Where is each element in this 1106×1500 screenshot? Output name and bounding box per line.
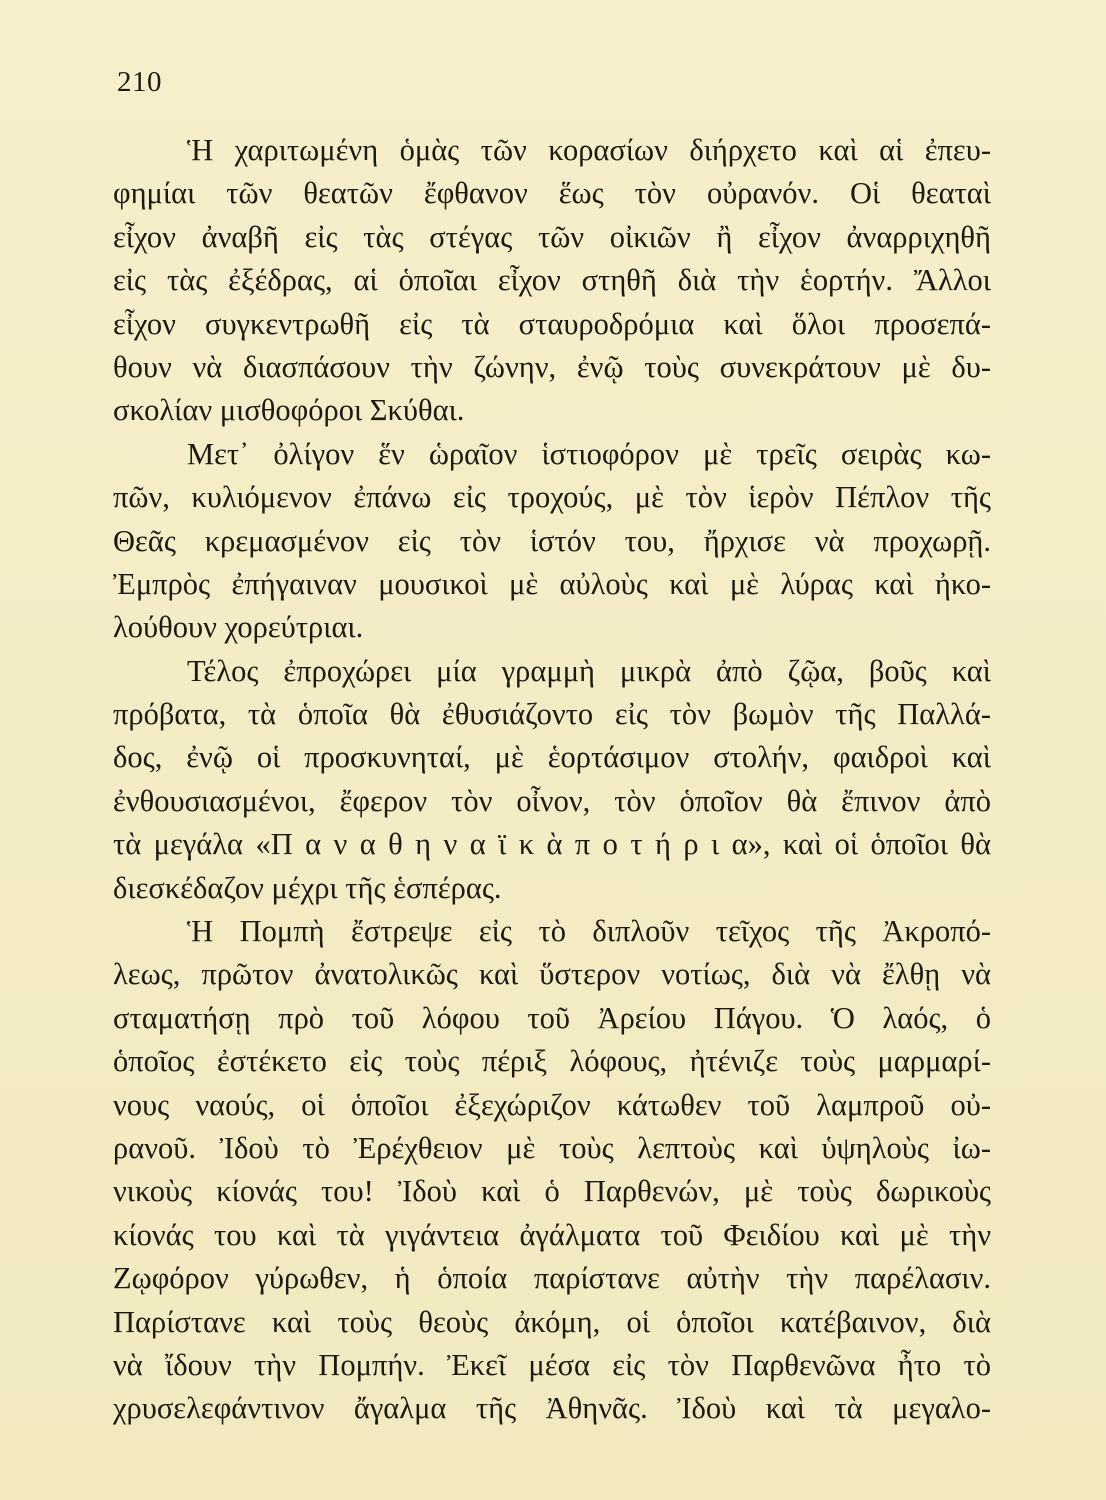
text-line: Ἐμπρὸς ἐπήγαιναν μουσικοὶ μὲ αὐλοὺς καὶ μὲ λύρας καὶ ἠκο- (113, 566, 991, 601)
text-line: Ἡ Πομπὴ ἔστρεψε εἰς τὸ διπλοῦν τεῖχος τῆς Ἀκροπό- (187, 914, 991, 949)
text-line: κίονάς του καὶ τὰ γιγάντεια ἀγάλματα τοῦ Φειδίου καὶ μὲ τὴν (113, 1217, 991, 1252)
text-line: δος, ἐνῷ οἱ προσκυνηταί, μὲ ἑορτάσιμον στολήν, φαιδροὶ καὶ (113, 740, 991, 775)
body-text (113, 129, 991, 1431)
text-line: εἶχον ἀναβῆ εἰς τὰς στέγας τῶν οἰκιῶν ἢ εἶχον ἀναρριχηθῆ (113, 219, 991, 254)
page-number: 210 (117, 66, 162, 98)
text-line: εἶχον συγκεντρωθῆ εἰς τὰ σταυροδρόμια καὶ ὅλοι προσεπά- (113, 306, 991, 341)
text-line: Μετ᾽ ὀλίγον ἕν ὡραῖον ἱστιοφόρον μὲ τρεῖς σειρὰς κω- (187, 436, 991, 471)
text-line: σκολίαν μισθοφόροι Σκύθαι. (113, 393, 465, 428)
text-line: Ἡ χαριτωμένη ὁμὰς τῶν κορασίων διήρχετο καὶ αἱ ἐπευ- (187, 133, 991, 167)
text-line: τὰ μεγάλα «Π α ν α θ η ν α ϊ κ ὰ π ο τ ή ρ ι α», καὶ οἱ ὁποῖοι θὰ (113, 827, 991, 862)
text-line: σταματήσῃ πρὸ τοῦ λόφου τοῦ Ἀρείου Πάγου. Ὁ λαός, ὁ (113, 1000, 991, 1035)
text-line: πῶν, κυλιόμενον ἐπάνω εἰς τροχούς, μὲ τὸν ἱερὸν Πέπλον τῆς (113, 480, 991, 515)
text-line: ὁποῖος ἐστέκετο εἰς τοὺς πέριξ λόφους, ἠτένιζε τοὺς μαρμαρί- (113, 1044, 991, 1079)
text-line: λεως, πρῶτον ἀνατολικῶς καὶ ὕστερον νοτίως, διὰ νὰ ἔλθῃ νὰ (113, 957, 991, 992)
text-line: νὰ ἴδουν τὴν Πομπήν. Ἐκεῖ μέσα εἰς τὸν Παρθενῶνα ἦτο τὸ (113, 1347, 991, 1382)
text-line: Παρίστανε καὶ τοὺς θεοὺς ἀκόμη, οἱ ὁποῖοι κατέβαινον, διὰ (113, 1304, 991, 1339)
text-line: Ζῳφόρον γύρωθεν, ἡ ὁποία παρίστανε αὐτὴν τὴν παρέλασιν. (113, 1261, 991, 1296)
text-line: νους ναούς, οἱ ὁποῖοι ἐξεχώριζον κάτωθεν τοῦ λαμπροῦ οὐ- (113, 1087, 991, 1122)
text-line: πρόβατα, τὰ ὁποῖα θὰ ἐθυσιάζοντο εἰς τὸν βωμὸν τῆς Παλλά- (113, 697, 991, 732)
text-line: χρυσελεφάντινον ἄγαλμα τῆς Ἀθηνᾶς. Ἰδοὺ καὶ τὰ μεγαλο- (113, 1391, 991, 1426)
text-line: φημίαι τῶν θεατῶν ἔφθανον ἕως τὸν οὐρανόν. Οἱ θεαταὶ (113, 176, 991, 211)
text-line: λούθουν χορεύτριαι. (113, 610, 364, 645)
text-line: Θεᾶς κρεμασμένον εἰς τὸν ἱστόν του, ἤρχισε νὰ προχωρῇ. (113, 523, 991, 558)
text-line: θουν νὰ διασπάσουν τὴν ζώνην, ἐνῷ τοὺς συνεκράτουν μὲ δυ- (113, 349, 991, 384)
text-line: ἐνθουσιασμένοι, ἔφερον τὸν οἶνον, τὸν ὁποῖον θὰ ἔπινον ἀπὸ (113, 783, 991, 818)
text-line: διεσκέδαζον μέχρι τῆς ἑσπέρας. (113, 870, 502, 905)
text-line: νικοὺς κίονάς του! Ἰδοὺ καὶ ὁ Παρθενών, μὲ τοὺς δωρικοὺς (113, 1174, 991, 1209)
text-line: ρανοῦ. Ἰδοὺ τὸ Ἐρέχθειον μὲ τοὺς λεπτοὺς καὶ ὑψηλοὺς ἰω- (113, 1130, 991, 1165)
text-line: Τέλος ἐπροχώρει μία γραμμὴ μικρὰ ἀπὸ ζῷα, βοῦς καὶ (187, 653, 991, 688)
text-line: εἰς τὰς ἐξέδρας, αἱ ὁποῖαι εἶχον στηθῆ διὰ τὴν ἑορτήν. Ἄλλοι (113, 263, 991, 298)
